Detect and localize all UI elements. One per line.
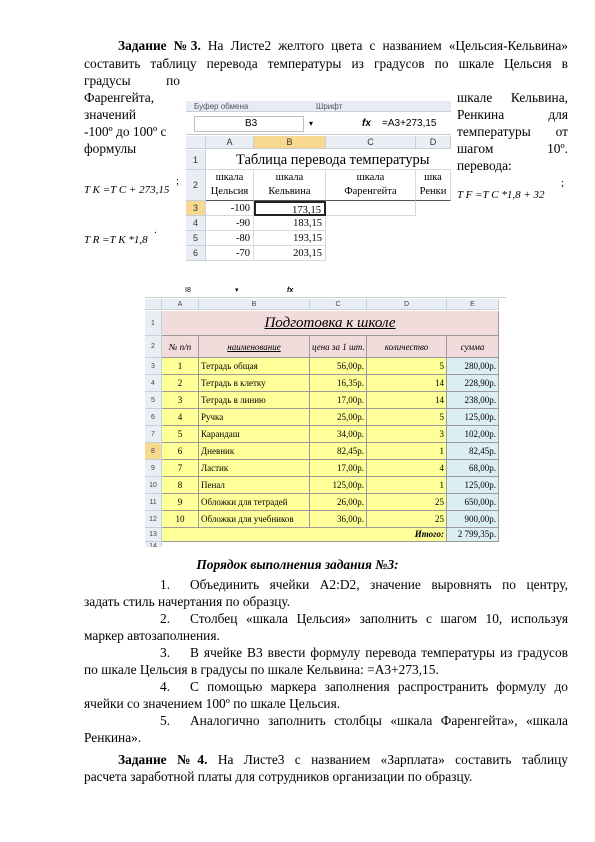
- cell-qty[interactable]: 4: [367, 460, 447, 477]
- cell-qty[interactable]: 1: [367, 477, 447, 494]
- name-box[interactable]: I8: [185, 287, 191, 294]
- right-line-1: шкале Кельвина,: [457, 90, 568, 105]
- cell-qty[interactable]: 5: [367, 358, 447, 375]
- cell-sum[interactable]: 125,00р.: [447, 409, 499, 426]
- header-fahrenheit[interactable]: шкала Фаренгейта: [326, 170, 416, 201]
- row-header-3[interactable]: 3: [186, 201, 206, 216]
- row-header-6[interactable]: 6: [145, 409, 162, 426]
- col-header-c[interactable]: C: [310, 299, 367, 310]
- cell-name[interactable]: Обложки для тетрадей: [199, 494, 310, 511]
- cell-name[interactable]: Ластик: [199, 460, 310, 477]
- step-number: 4.: [160, 679, 171, 694]
- cell-price[interactable]: 16,35р.: [310, 375, 367, 392]
- fx-icon[interactable]: fx: [362, 118, 371, 129]
- row-header-6[interactable]: 6: [186, 246, 206, 261]
- ribbon-strip: Буфер обмена Шрифт: [186, 101, 451, 112]
- row-header-7[interactable]: 7: [145, 426, 162, 443]
- left-line-4: -100º до 100º с: [84, 124, 167, 139]
- hdr-sum[interactable]: сумма: [447, 336, 499, 358]
- step-text-rest: Ренкина».: [84, 730, 142, 745]
- task4-heading: Задание №4.: [118, 752, 208, 767]
- cell-name[interactable]: Тетрадь общая: [199, 358, 310, 375]
- formula-bar: [145, 283, 506, 298]
- row-header-5[interactable]: 5: [186, 231, 206, 246]
- hdr-price[interactable]: цена за 1 шт.: [310, 336, 367, 358]
- cell-sum[interactable]: 102,00р.: [447, 426, 499, 443]
- row-header-1[interactable]: 1: [145, 311, 162, 336]
- cell-name[interactable]: Тетрадь в линию: [199, 392, 310, 409]
- task3-line1: Задание №3. На Листе2 желтого цвета с названием «Цельсия-Кельвина»: [118, 38, 568, 53]
- cell-name[interactable]: Пенал: [199, 477, 310, 494]
- col-header-b[interactable]: B: [199, 299, 310, 310]
- formula-rankine: T R =T K *1,8 .: [84, 224, 157, 246]
- row-header-12[interactable]: 12: [145, 511, 162, 528]
- col-header-a[interactable]: A: [162, 299, 199, 310]
- right-line-3: температуры от: [457, 124, 568, 139]
- cell-a4[interactable]: -90: [206, 216, 254, 231]
- cell-num[interactable]: 5: [162, 426, 199, 443]
- col-header-a[interactable]: A: [206, 136, 254, 149]
- cell-price[interactable]: 36,00р.: [310, 511, 367, 528]
- right-line-4: шагом 10º.: [457, 141, 568, 156]
- hdr-num[interactable]: № п/п: [162, 336, 199, 358]
- row-header-14[interactable]: 14: [145, 542, 162, 547]
- cell-c3[interactable]: [326, 201, 416, 216]
- cell-qty[interactable]: 25: [367, 494, 447, 511]
- cell-num[interactable]: 6: [162, 443, 199, 460]
- row-header-9[interactable]: 9: [145, 460, 162, 477]
- header-kelvin[interactable]: шкала Кельвина: [254, 170, 326, 201]
- cell-name[interactable]: Карандаш: [199, 426, 310, 443]
- cell-b3[interactable]: 173,15: [254, 201, 326, 216]
- step-text-first: Аналогично заполнить столбцы «шкала Фаренгейта», «шкала: [190, 713, 568, 728]
- right-line-5: перевода:: [457, 158, 512, 173]
- excel-screenshot-school: [145, 283, 506, 547]
- row-header-8[interactable]: 8: [145, 443, 162, 460]
- cell-sum[interactable]: 900,00р.: [447, 511, 499, 528]
- task4-line1: Задание №4. На Листе3 с названием «Зарплата» составить таблицу: [118, 752, 568, 767]
- cell-qty[interactable]: 3: [367, 426, 447, 443]
- row-header-10[interactable]: 10: [145, 477, 162, 494]
- task3-heading: Задание №3.: [118, 38, 201, 53]
- chevron-down-icon[interactable]: ▾: [235, 287, 239, 294]
- hdr-name[interactable]: наименование: [199, 336, 310, 358]
- col-header-corner[interactable]: [145, 299, 162, 310]
- cell-sum[interactable]: 125,00р.: [447, 477, 499, 494]
- step-text-first: Столбец «шкала Цельсия» заполнить с шагом 10, используя: [190, 611, 568, 626]
- cell-num[interactable]: 2: [162, 375, 199, 392]
- total-value[interactable]: 2 799,35р.: [447, 528, 499, 542]
- cell-sum[interactable]: 228,90р.: [447, 375, 499, 392]
- left-line-1: градусы по: [84, 73, 180, 88]
- cell-sum[interactable]: 280,00р.: [447, 358, 499, 375]
- cell-b4[interactable]: 183,15: [254, 216, 326, 231]
- hdr-qty[interactable]: количество: [367, 336, 447, 358]
- step-number: 3.: [160, 645, 171, 660]
- col-header-d[interactable]: D: [416, 136, 451, 149]
- col-header-e[interactable]: E: [447, 299, 499, 310]
- cell-name[interactable]: Ручка: [199, 409, 310, 426]
- cell-qty[interactable]: 14: [367, 392, 447, 409]
- header-rankine[interactable]: шка Ренки: [416, 170, 451, 201]
- cell-num[interactable]: 1: [162, 358, 199, 375]
- col-header-corner[interactable]: [186, 136, 206, 149]
- cell-sum[interactable]: 238,00р.: [447, 392, 499, 409]
- cell-sum[interactable]: 68,00р.: [447, 460, 499, 477]
- name-box[interactable]: B3: [194, 116, 304, 132]
- fx-icon[interactable]: fx: [287, 287, 294, 294]
- chevron-down-icon[interactable]: ▾: [309, 119, 314, 128]
- formula-input[interactable]: =A3+273,15: [382, 118, 437, 129]
- step-text-first: С помощью маркера заполнения распространить формулу до: [190, 679, 568, 694]
- task3-right-column: [457, 72, 568, 174]
- total-label[interactable]: Итого:: [162, 528, 447, 542]
- steps-title: Порядок выполнения задания №3:: [196, 557, 399, 572]
- cell-price[interactable]: 82,45р.: [310, 443, 367, 460]
- cell-sum[interactable]: 82,45р.: [447, 443, 499, 460]
- right-line-2: Ренкина для: [457, 107, 568, 122]
- row-header-2[interactable]: 2: [145, 336, 162, 358]
- cell-price[interactable]: 17,00р.: [310, 392, 367, 409]
- step-text-first: Объединить ячейки A2:D2, значение выровнять по центру,: [190, 577, 568, 592]
- cell-a3[interactable]: -100: [206, 201, 254, 216]
- cell-num[interactable]: 4: [162, 409, 199, 426]
- cell-sum[interactable]: 650,00р.: [447, 494, 499, 511]
- header-celsius[interactable]: шкала Цельсия: [206, 170, 254, 201]
- cell-num[interactable]: 7: [162, 460, 199, 477]
- cell-num[interactable]: 8: [162, 477, 199, 494]
- cell-price[interactable]: 56,00р.: [310, 358, 367, 375]
- col-header-b[interactable]: B: [254, 136, 326, 149]
- row-header-4[interactable]: 4: [186, 216, 206, 231]
- cell-num[interactable]: 9: [162, 494, 199, 511]
- cell-a5[interactable]: -80: [206, 231, 254, 246]
- formula-kelvin: T K =T C + 273,15 ;: [84, 175, 180, 196]
- row-header-11[interactable]: 11: [145, 494, 162, 511]
- cell-num[interactable]: 10: [162, 511, 199, 528]
- cell-b5[interactable]: 193,15: [254, 231, 326, 246]
- row-header-5[interactable]: 5: [145, 392, 162, 409]
- task4-line2: расчета заработной платы для сотрудников организации по образцу.: [84, 769, 473, 784]
- title-cell[interactable]: Таблица перевода температуры: [206, 150, 451, 170]
- excel-screenshot-kelvin: [186, 101, 451, 269]
- row-header-2[interactable]: 2: [186, 170, 206, 201]
- formula-fahrenheit: T F =T C *1,8 + 32 ;: [457, 177, 565, 201]
- row-header-4[interactable]: 4: [145, 375, 162, 392]
- cell-a6[interactable]: -70: [206, 246, 254, 261]
- cell-name[interactable]: Тетрадь в клетку: [199, 375, 310, 392]
- step-text-rest: по шкале Цельсия в градусы по шкале Кельвина: =A3+273,15.: [84, 662, 439, 677]
- cell-b6[interactable]: 203,15: [254, 246, 326, 261]
- formula-bar: [186, 113, 451, 135]
- cell-name[interactable]: Дневник: [199, 443, 310, 460]
- step-text-rest: ячейки со значением 100º по шкале Цельсия.: [84, 696, 341, 711]
- cell-price[interactable]: 25,00р.: [310, 409, 367, 426]
- step-text-rest: маркер автозаполнения.: [84, 628, 220, 643]
- col-header-d[interactable]: D: [367, 299, 447, 310]
- cell-qty[interactable]: 25: [367, 511, 447, 528]
- cell-num[interactable]: 3: [162, 392, 199, 409]
- row-header-3[interactable]: 3: [145, 358, 162, 375]
- left-line-3: значений: [84, 107, 137, 122]
- cell-price[interactable]: 125,00р.: [310, 477, 367, 494]
- task3-line2: составить таблицу перевода температуры из градусов по шкале Цельсия в: [84, 56, 568, 71]
- cell-qty[interactable]: 14: [367, 375, 447, 392]
- cell-qty[interactable]: 1: [367, 443, 447, 460]
- step-number: 1.: [160, 577, 171, 592]
- step-text-first: В ячейке B3 ввести формулу перевода температуры из градусов: [190, 645, 568, 660]
- step-number: 5.: [160, 713, 171, 728]
- school-title-cell[interactable]: Подготовка к школе: [162, 311, 499, 336]
- left-line-2: Фаренгейта,: [84, 90, 155, 105]
- cell-price[interactable]: 17,00р.: [310, 460, 367, 477]
- row-header-13[interactable]: 13: [145, 528, 162, 542]
- col-header-c[interactable]: C: [326, 136, 416, 149]
- row-header-1[interactable]: 1: [186, 150, 206, 170]
- left-line-5: формулы: [84, 141, 137, 156]
- cell-price[interactable]: 34,00р.: [310, 426, 367, 443]
- cell-name[interactable]: Обложки для учебников: [199, 511, 310, 528]
- step-text-rest: задать стиль начертания по образцу.: [84, 594, 291, 609]
- task3-left-column: [84, 72, 180, 157]
- step-number: 2.: [160, 611, 171, 626]
- cell-qty[interactable]: 5: [367, 409, 447, 426]
- cell-price[interactable]: 26,00р.: [310, 494, 367, 511]
